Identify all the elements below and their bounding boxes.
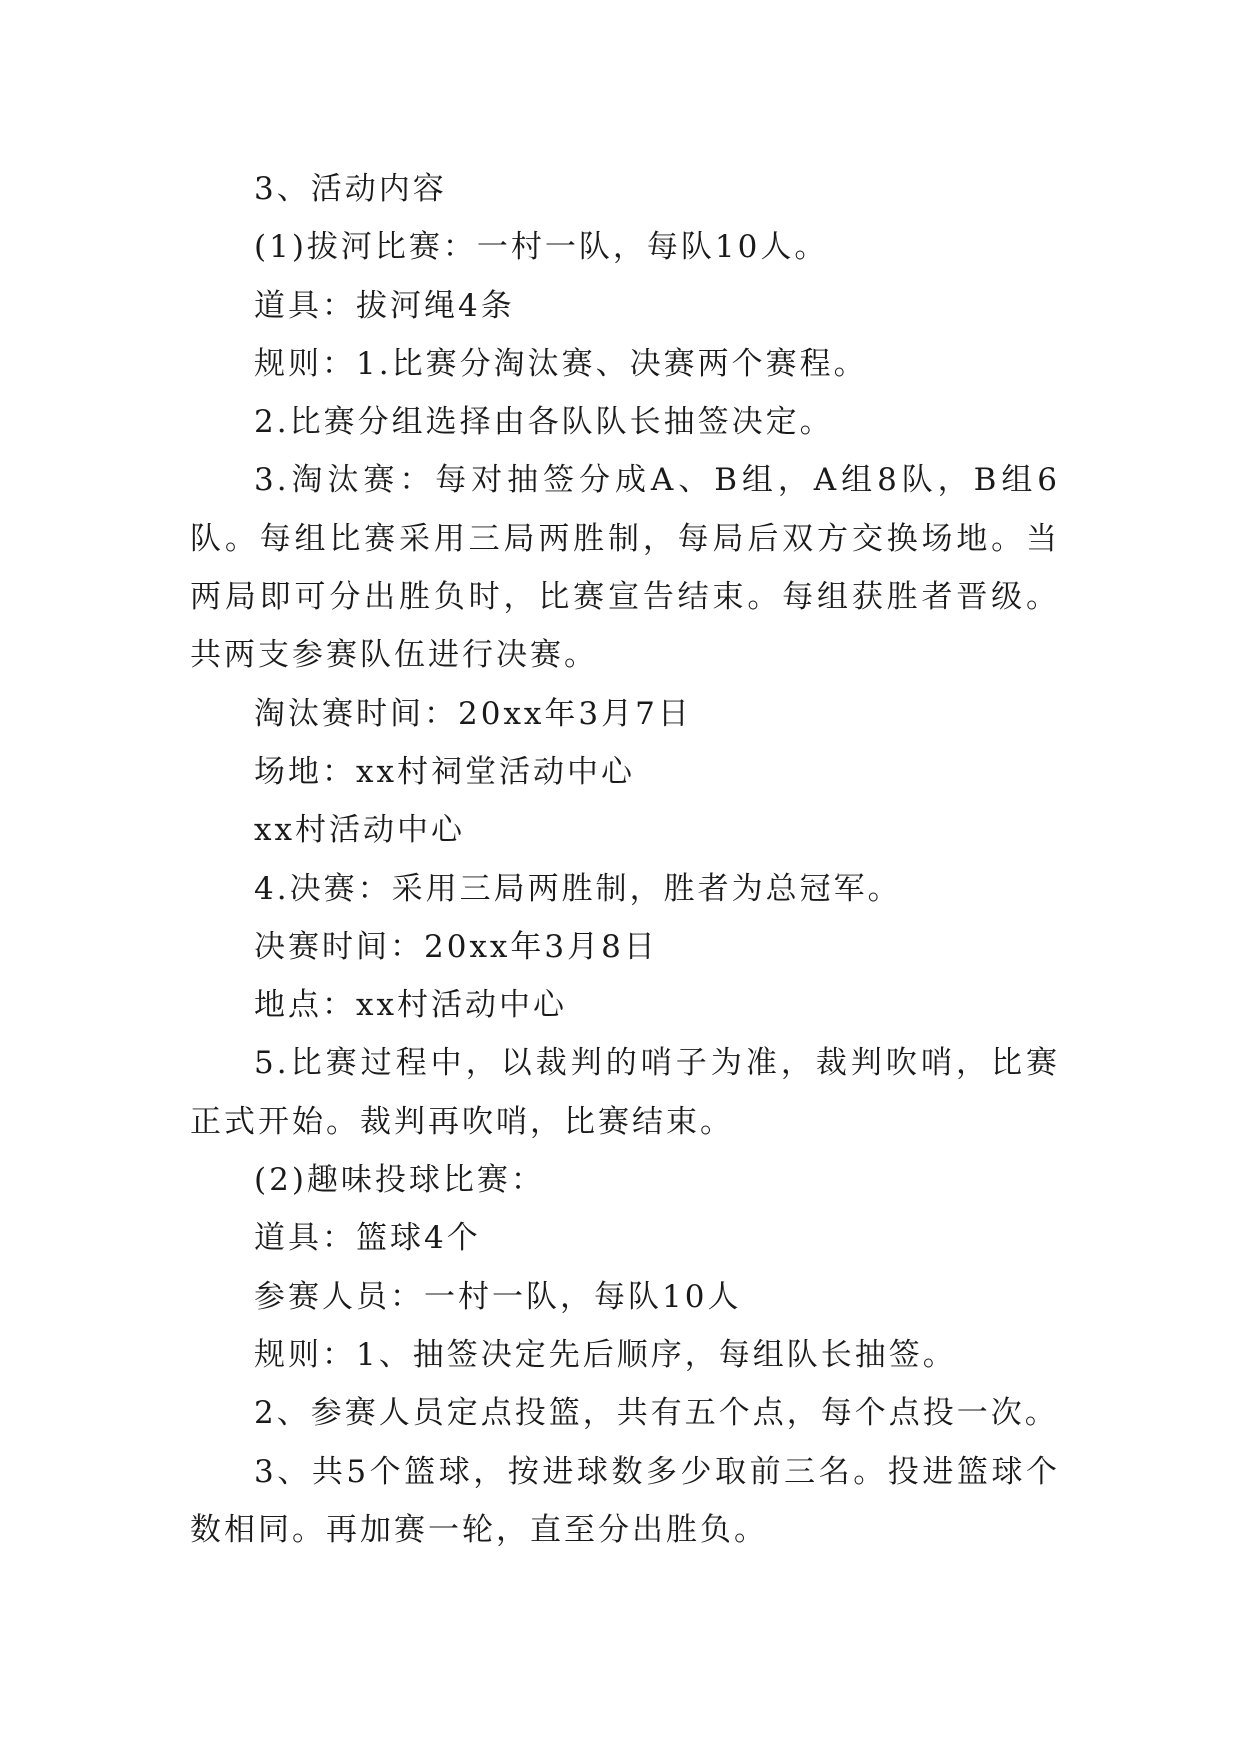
final-time: 决赛时间：20xx年3月8日 <box>254 928 658 965</box>
tug-of-war-rule-1: 规则：1.比赛分淘汰赛、决赛两个赛程。 <box>254 345 868 382</box>
ball-throw-rule-2: 2、参赛人员定点投篮，共有五个点，每个点投一次。 <box>254 1395 1059 1432</box>
elimination-venue: 场地：xx村祠堂活动中心 <box>254 753 635 790</box>
ball-throw-rule-3: 3、共5个篮球，按进球数多少取前三名。投进篮球个数相同。再加赛一轮，直至分出胜负。 <box>190 1453 1060 1548</box>
tug-of-war-rule-5: 5.比赛过程中，以裁判的哨子为准，裁判吹哨，比赛正式开始。裁判再吹哨，比赛结束。 <box>190 1045 1060 1140</box>
document-body <box>190 160 1060 1559</box>
ball-throw-rule-1: 规则：1、抽签决定先后顺序，每组队长抽签。 <box>254 1336 957 1373</box>
elimination-venue-2: xx村活动中心 <box>254 812 465 849</box>
tug-of-war-rule-4: 4.决赛：采用三局两胜制，胜者为总冠军。 <box>254 870 902 907</box>
tug-of-war-heading: (1)拔河比赛：一村一队，每队10人。 <box>254 229 829 266</box>
ball-throw-heading: (2)趣味投球比赛： <box>254 1162 545 1199</box>
elimination-time: 淘汰赛时间：20xx年3月7日 <box>254 695 692 732</box>
tug-of-war-rule-2: 2.比赛分组选择由各队队长抽签决定。 <box>254 404 834 441</box>
tug-of-war-props: 道具：拔河绳4条 <box>254 287 515 324</box>
section-heading-activity-content: 3、活动内容 <box>254 171 447 207</box>
ball-throw-props: 道具：篮球4个 <box>254 1220 481 1257</box>
final-venue: 地点：xx村活动中心 <box>254 987 567 1024</box>
ball-throw-participants: 参赛人员：一村一队，每队10人 <box>254 1278 742 1315</box>
tug-of-war-rule-3: 3.淘汰赛：每对抽签分成A、B组，A组8队，B组6队。每组比赛采用三局两胜制，每局后双方交换场地。当两局即可分出胜负时，比赛宣告结束。每组获胜者晋级。共两支参赛队伍进行决赛。 <box>190 462 1060 674</box>
